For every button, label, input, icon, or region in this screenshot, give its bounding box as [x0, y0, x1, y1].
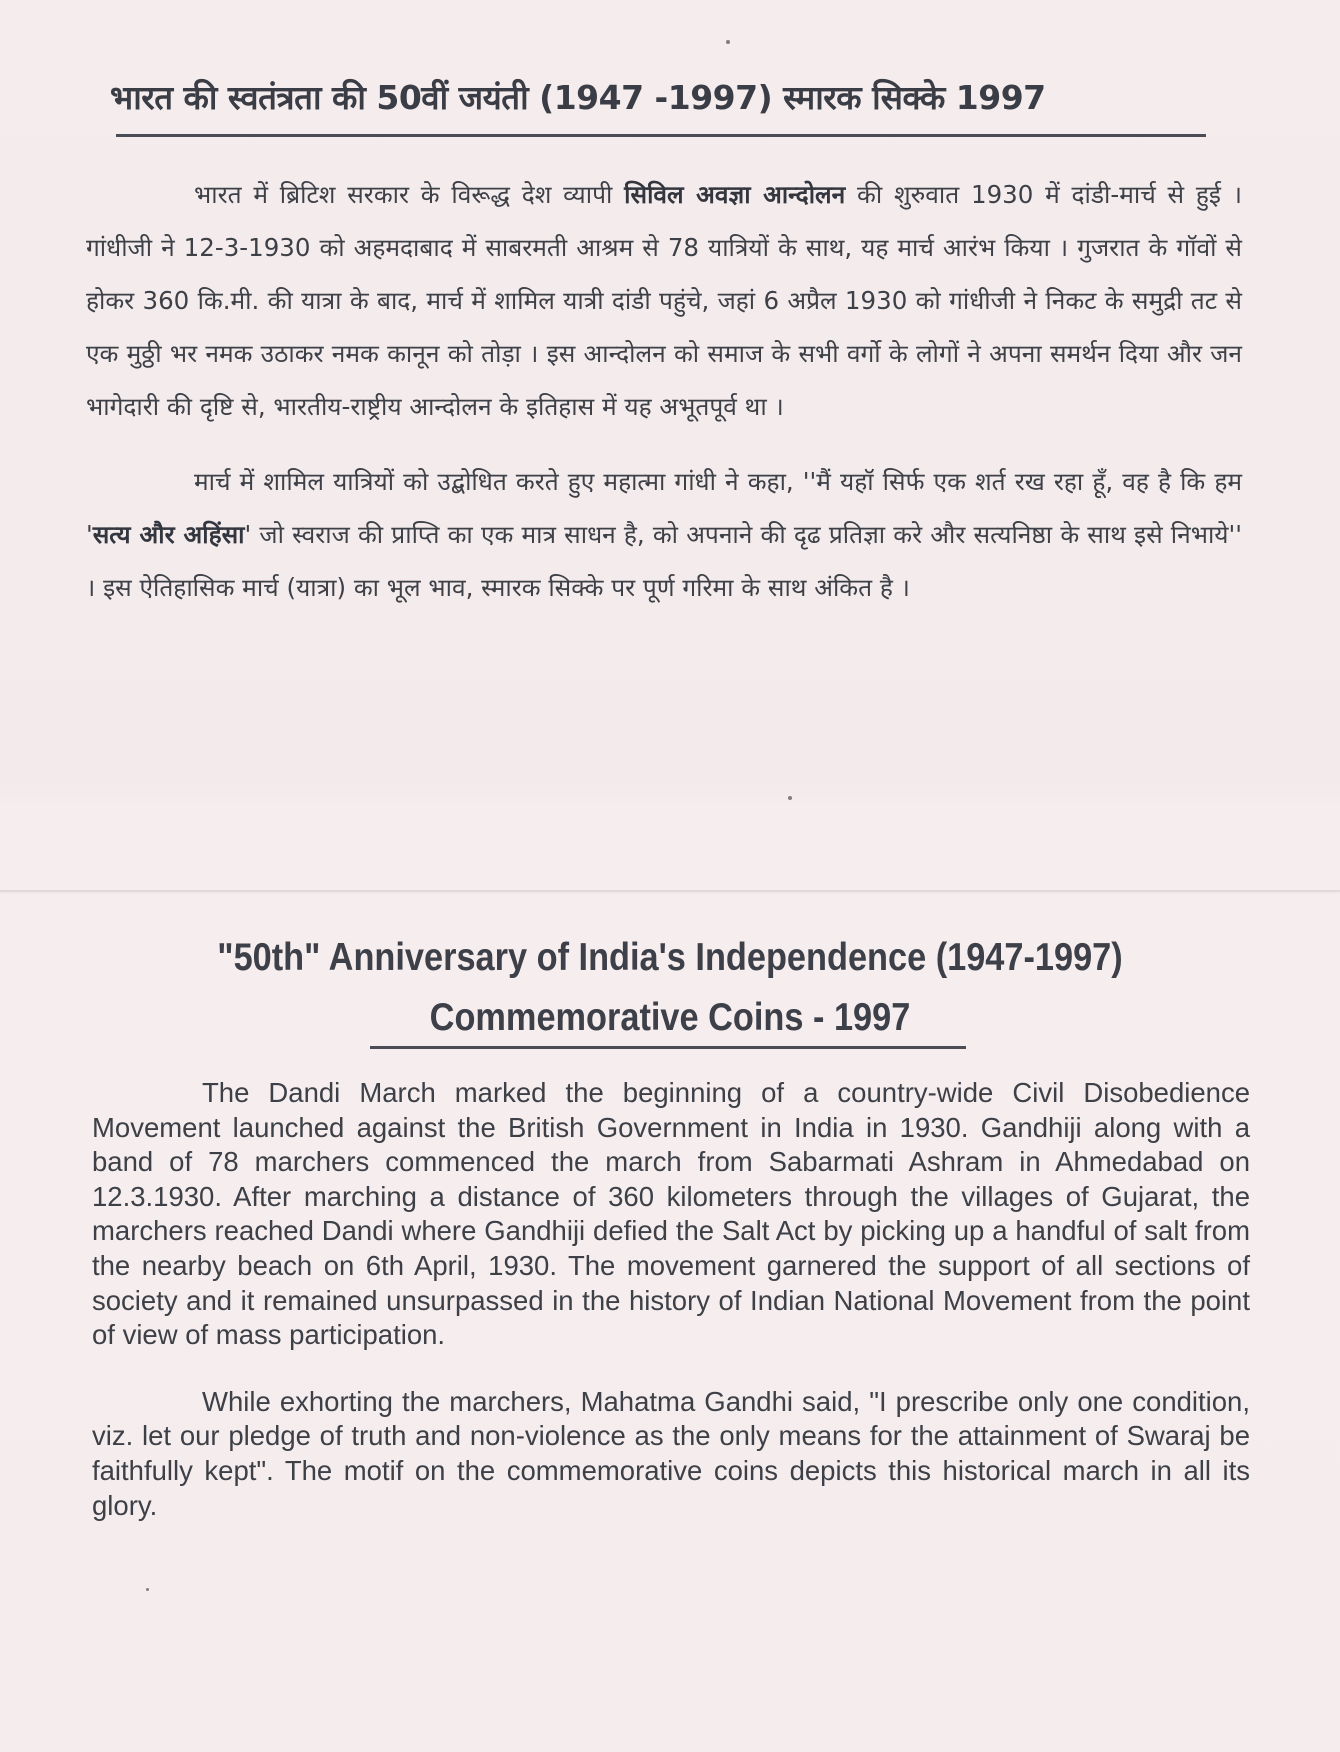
- hindi-paragraph-1: [86, 168, 1242, 433]
- hindi-p2-text-a: मार्च में शामिल यात्रियों को उद्बोधित करते हुए महात्मा गांधी ने कहा, ''मैं यहॉ सिर्फ एक शर्त रख रहा हूँ, वह है कि हम ': [86, 467, 1242, 549]
- english-title-line-1: "50th" Anniversary of India's Independence (1947-1997): [217, 936, 1123, 979]
- hindi-p1-bold: सिविल अवज्ञा आन्दोलन: [624, 180, 846, 209]
- hindi-p2-text-b: ' जो स्वराज की प्राप्ति का एक मात्र साधन है, को अपनाने की दृढ प्रतिज्ञा करे और सत्यनिष्ठा के साथ इसे निभाये'' । इस ऐतिहासिक मार्च (यात्रा) का भूल भाव, स्मारक सिक्के पर पूर्ण गरिमा के साथ अंकित है ।: [86, 520, 1242, 602]
- hindi-title: भारत की स्वतंत्रता की 50वीं जयंती (1947 -1997) स्मारक सिक्के 1997: [110, 78, 1046, 117]
- hindi-paragraph-2: [86, 455, 1242, 614]
- paper-speck: [788, 796, 792, 800]
- english-paragraph-2: While exhorting the marchers, Mahatma Gandhi said, "I prescribe only one condition, viz. let our pledge of truth and non-violence as the only means for the attainment of Swaraj be faithfully kept". The motif on the commemorative coins depicts this historical march in all its glory.: [92, 1385, 1250, 1521]
- paper-speck: [146, 1588, 149, 1591]
- paper-fold-line: [0, 890, 1340, 892]
- hindi-p1-text-b: की शुरुवात 1930 में दांडी-मार्च से हुई । गांधीजी ने 12-3-1930 को अहमदाबाद में साबरमती आश्रम से 78 यात्रियों के साथ, यह मार्च आरंभ किया । गुजरात के गॉवों से होकर 360 कि.मी. की यात्रा के बाद, मार्च में शामिल यात्री दांडी पहुंचे, जहां 6 अप्रैल 1930 को गांधीजी ने निकट के समुद्री तट से एक मुठ्ठी भर नमक उठाकर नमक कानून को तोड़ा । इस आन्दोलन को समाज के सभी वर्गो के लोगों ने अपना समर्थन दिया और जन भागेदारी की दृष्टि से, भारतीय-राष्ट्रीय आन्दोलन के इतिहास में यह अभूतपूर्व था ।: [86, 180, 1242, 421]
- english-body: [92, 1076, 1250, 1523]
- hindi-p2-bold: सत्य और अहिंसा: [92, 520, 245, 549]
- english-title-underline: [370, 1046, 966, 1049]
- hindi-title-underline: [116, 134, 1206, 137]
- hindi-p1-text-a: भारत में ब्रिटिश सरकार के विरूद्ध देश व्यापी: [194, 180, 625, 209]
- paper-speck: [726, 40, 730, 44]
- english-title-line-2: Commemorative Coins - 1997: [429, 996, 911, 1039]
- english-paragraph-1: The Dandi March marked the beginning of a country-wide Civil Disobedience Movement launched against the British Government in India in 1930. Gandhiji along with a band of 78 marchers commenced the march from Sabarmati Ashram in Ahmedabad on 12.3.1930. After marching a distance of 360 kilometers through the villages of Gujarat, the marchers reached Dandi where Gandhiji defied the Salt Act by picking up a handful of salt from the nearby beach on 6th April, 1930. The movement garnered the support of all sections of society and it remained unsurpassed in the history of Indian National Movement from the point of view of mass participation.: [92, 1077, 1250, 1351]
- hindi-body: [86, 168, 1242, 614]
- english-title: [133, 928, 1207, 1048]
